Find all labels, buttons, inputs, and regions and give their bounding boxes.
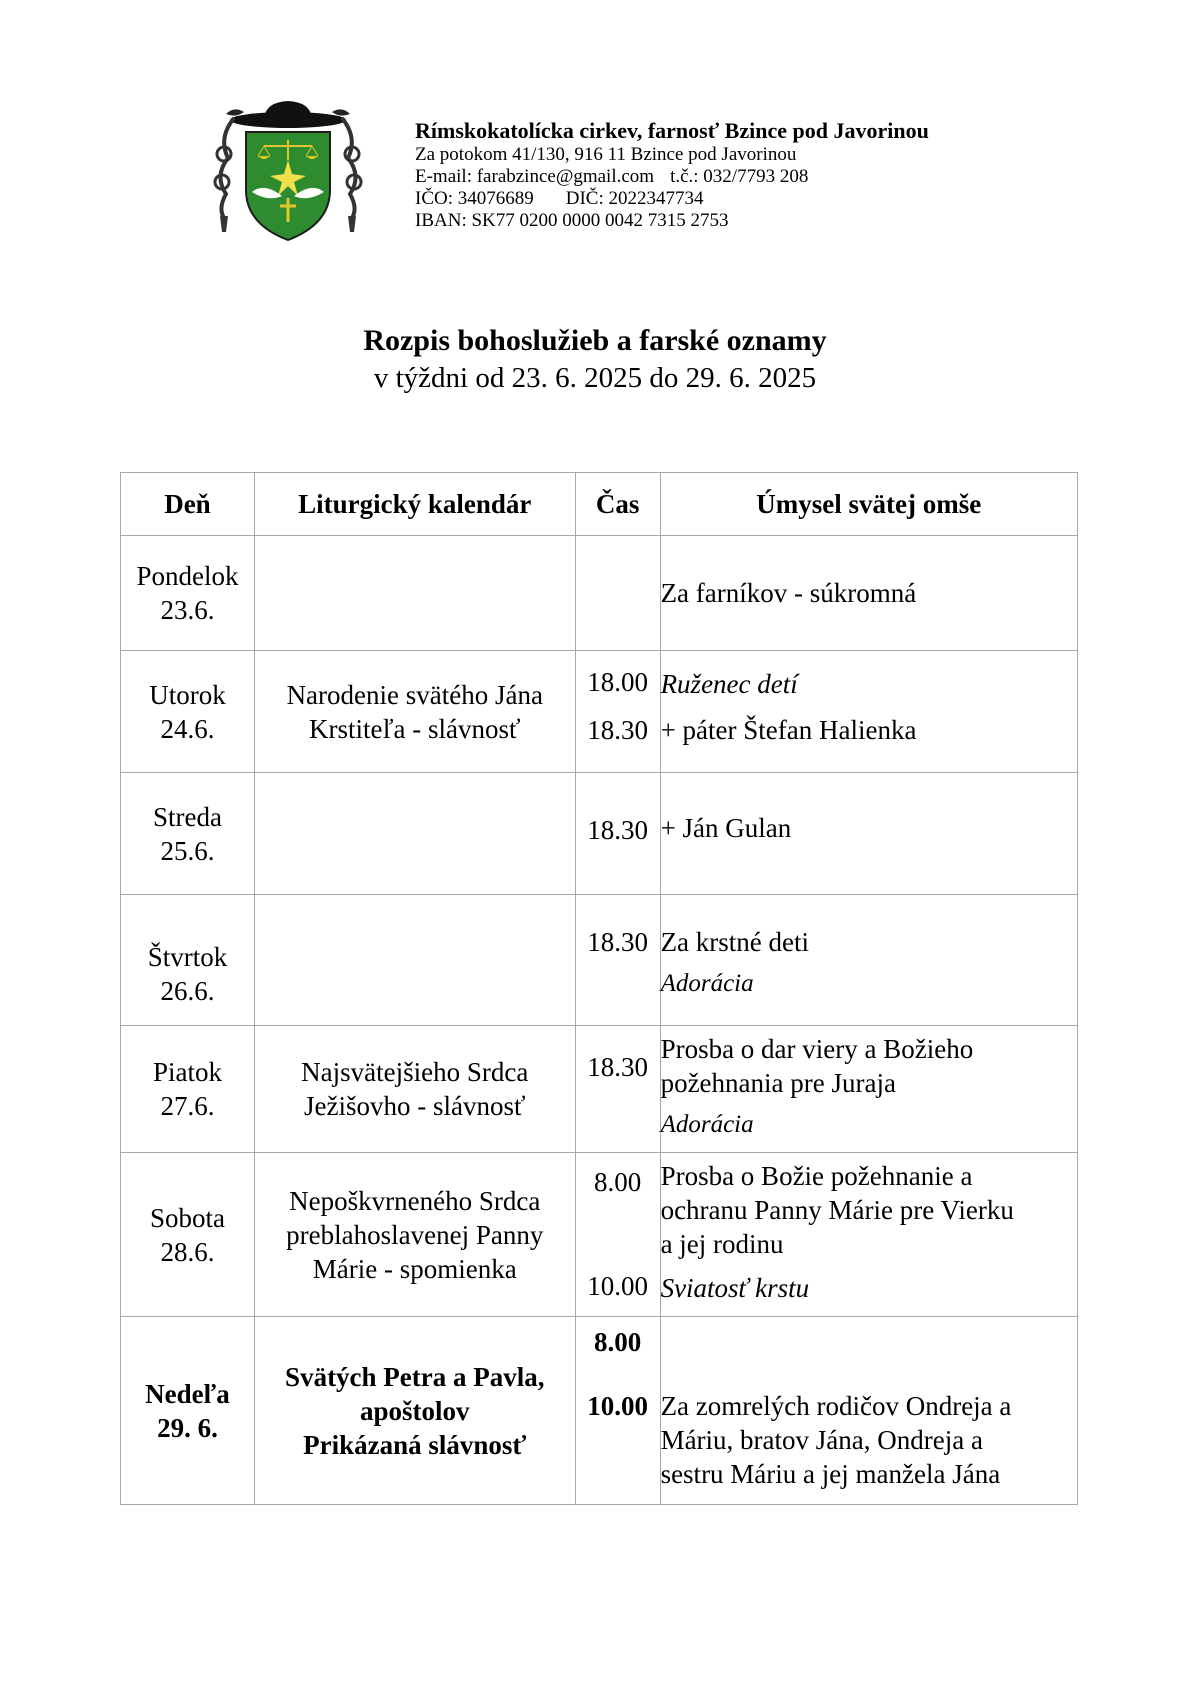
day-cell (121, 1317, 255, 1505)
liturgical-text: Nepoškvrneného Srdca (289, 1185, 541, 1216)
intention-text: ochranu Panny Márie pre Vierku (660, 1195, 1014, 1225)
time-cell (575, 536, 660, 651)
column-header-time: Čas (575, 473, 660, 536)
day-cell (121, 1026, 255, 1153)
intention-text: Prosba o Božie požehnanie a (660, 1161, 973, 1191)
day-name: Piatok (152, 1057, 222, 1087)
intention-cell (660, 1317, 1077, 1505)
day-name: Štvrtok (147, 942, 228, 972)
mass-time: 10.00 (587, 1271, 648, 1301)
time-cell (575, 773, 660, 895)
day-cell (121, 536, 255, 651)
document-title-block (0, 322, 1190, 396)
liturgical-cell (254, 1026, 575, 1153)
table-row (121, 895, 1078, 1026)
day-name: Streda (152, 801, 222, 832)
column-header-day: Deň (121, 473, 255, 536)
organization-email: E-mail: farabzince@gmail.com (415, 166, 655, 187)
time-cell (575, 1317, 660, 1505)
intention-cell (660, 1153, 1077, 1317)
liturgical-cell (254, 1317, 575, 1505)
table-row (121, 536, 1078, 651)
intention-text: Máriu, bratov Jána, Ondreja a (660, 1425, 983, 1455)
mass-time: 10.00 (587, 1391, 648, 1421)
contact-line (415, 166, 929, 188)
intention-text: Adorácia (660, 970, 754, 997)
liturgical-text: preblahoslavenej Panny (286, 1219, 544, 1250)
day-date: 27.6. (160, 1091, 215, 1121)
intention-cell (660, 536, 1077, 651)
organization-address: Za potokom 41/130, 916 11 Bzince pod Javorinou (415, 144, 797, 165)
liturgical-text: Krstiteľa - slávnosť (309, 713, 521, 744)
day-name: Pondelok (136, 561, 239, 591)
table-row (121, 1317, 1078, 1505)
day-cell (121, 651, 255, 773)
intention-text: Za farníkov - súkromná (660, 578, 917, 608)
intention-cell (660, 895, 1077, 1026)
intention-text: a jej rodinu (660, 1229, 784, 1259)
day-cell (121, 773, 255, 895)
document-title: Rozpis bohoslužieb a farské oznamy (363, 324, 827, 357)
day-date: 28.6. (160, 1236, 215, 1267)
intention-cell (660, 773, 1077, 895)
day-date: 29. 6. (157, 1412, 218, 1443)
registration-line (415, 188, 929, 210)
table-row (121, 1153, 1078, 1317)
document-subtitle: v týždni od 23. 6. 2025 do 29. 6. 2025 (373, 362, 817, 394)
liturgical-text: Narodenie svätého Jána (286, 679, 543, 710)
organization-dic: DIČ: 2022347734 (565, 188, 704, 209)
mass-time: 18.30 (587, 927, 648, 957)
day-name: Nedeľa (145, 1378, 230, 1409)
table-row (121, 651, 1078, 773)
column-header-liturgical-calendar: Liturgický kalendár (254, 473, 575, 536)
liturgical-text: apoštolov (360, 1395, 470, 1426)
liturgical-cell (254, 773, 575, 895)
mass-time: 18.00 (587, 667, 648, 697)
organization-phone: t.č.: 032/7793 208 (670, 166, 809, 187)
intention-text: Ruženec detí (660, 669, 798, 699)
day-date: 26.6. (160, 976, 215, 1006)
intention-text: Adorácia (660, 1111, 754, 1138)
liturgical-cell (254, 651, 575, 773)
mass-time: 18.30 (587, 815, 648, 845)
intention-text: Sviatosť krstu (660, 1273, 810, 1303)
mass-time: 8.00 (593, 1167, 642, 1197)
column-header-mass-intention: Úmysel svätej omše (660, 473, 1077, 536)
intention-text: sestru Máriu a jej manžela Jána (660, 1459, 1001, 1489)
time-cell (575, 651, 660, 773)
day-cell (121, 1153, 255, 1317)
intention-text: + páter Štefan Halienka (660, 715, 917, 745)
liturgical-text: Prikázaná slávnosť (303, 1429, 527, 1460)
organization-header (415, 118, 929, 232)
intention-cell (660, 651, 1077, 773)
intention-text: Za krstné deti (660, 927, 810, 957)
mass-schedule-table (120, 472, 1078, 1505)
day-name: Utorok (149, 679, 226, 710)
day-date: 24.6. (160, 713, 215, 744)
day-date: 25.6. (160, 835, 215, 866)
intention-text: + Ján Gulan (660, 813, 792, 843)
day-cell (121, 895, 255, 1026)
mass-time: 8.00 (593, 1327, 642, 1357)
intention-text: Za zomrelých rodičov Ondreja a (660, 1391, 1012, 1421)
organization-name: Rímskokatolícka cirkev, farnosť Bzince pod Javorinou (415, 118, 929, 143)
liturgical-cell (254, 536, 575, 651)
liturgical-text: Svätých Petra a Pavla, (285, 1361, 545, 1392)
day-date: 23.6. (160, 595, 215, 625)
mass-time: 18.30 (587, 715, 648, 745)
day-name: Sobota (149, 1202, 225, 1233)
time-cell (575, 1026, 660, 1153)
table-row (121, 1026, 1078, 1153)
liturgical-cell (254, 1153, 575, 1317)
intention-text: Prosba o dar viery a Božieho (660, 1034, 974, 1064)
liturgical-text: Márie - spomienka (312, 1253, 517, 1284)
liturgical-cell (254, 895, 575, 1026)
time-cell (575, 1153, 660, 1317)
intention-text: požehnania pre Juraja (660, 1068, 896, 1098)
table-row (121, 773, 1078, 895)
organization-ico: IČO: 34076689 (415, 188, 534, 209)
liturgical-text: Ježišovho - slávnosť (304, 1091, 526, 1121)
organization-iban: IBAN: SK77 0200 0000 0042 7315 2753 (415, 210, 729, 231)
liturgical-text: Najsvätejšieho Srdca (301, 1057, 529, 1087)
table-header-row (121, 473, 1078, 536)
intention-cell (660, 1026, 1077, 1153)
parish-crest-icon (212, 98, 364, 246)
time-cell (575, 895, 660, 1026)
mass-time: 18.30 (587, 1052, 648, 1082)
